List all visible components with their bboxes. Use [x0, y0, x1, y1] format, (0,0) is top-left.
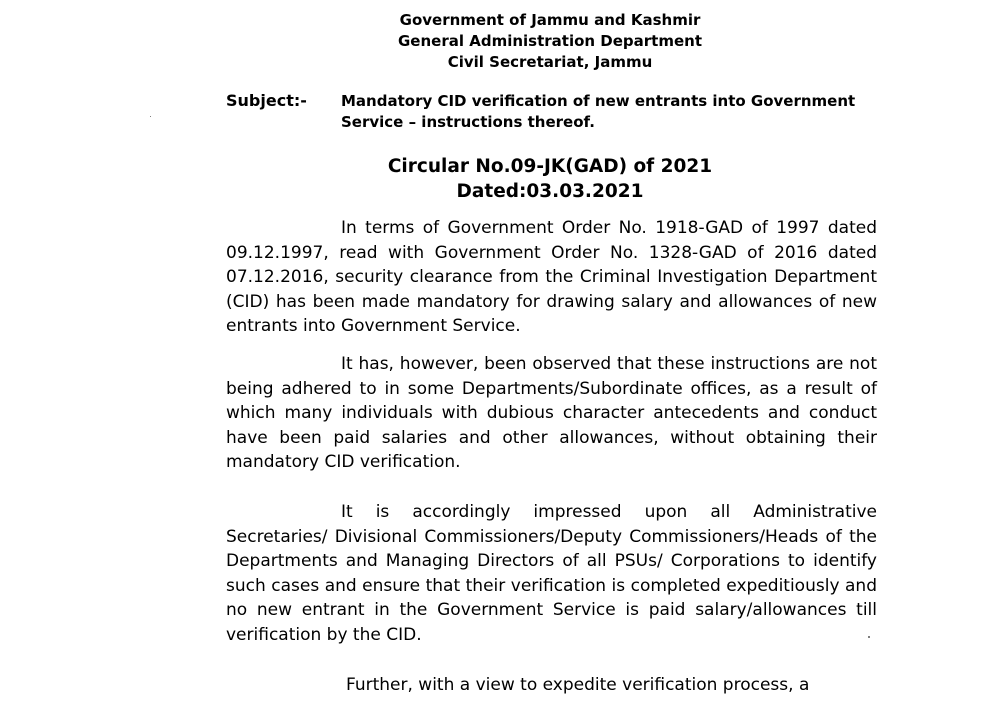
circular-date: Dated:03.03.2021 [456, 181, 644, 202]
letterhead [330, 10, 770, 73]
scan-speck [150, 116, 151, 117]
scan-speck [868, 636, 870, 638]
header-government: Government of Jammu and Kashmir [399, 11, 701, 29]
body-paragraph-3: It is accordingly impressed upon all Administrative Secretaries/ Divisional Commissioners/Deputy Commissioners/Heads of the Departments and Managing Directors of all PSUs/ Corporations to identify such cases and ensure that their verification is completed expeditiously and no new entrant in the Government Service is paid salary/allowances till verification by the CID. [226, 502, 877, 645]
subject-text: Mandatory CID verification of new entrants into Government Service – instructions thereof. [341, 92, 856, 131]
header-secretariat: Civil Secretariat, Jammu [447, 53, 653, 71]
body-paragraph-2: It has, however, been observed that these instructions are not being adhered to in some Departments/Subordinate offices, as a result of which many individuals with dubious character antecedents and conduct have been paid salaries and other allowances, without obtaining their mandatory CID verification. [226, 354, 877, 473]
body-paragraph-1: In terms of Government Order No. 1918-GAD of 1997 dated 09.12.1997, read with Government Order No. 1328-GAD of 2016 dated 07.12.2016, security clearance from the Criminal Investigation Department (CID) has been made mandatory for drawing salary and allowances of new entrants into Government Service. [226, 218, 877, 337]
header-department: General Administration Department [398, 32, 702, 50]
subject-label: Subject:- [226, 91, 307, 110]
circular-heading [300, 154, 800, 204]
circular-number: Circular No.09-JK(GAD) of 2021 [387, 156, 713, 177]
body-paragraph-4: Further, with a view to expedite verification process, a [346, 675, 810, 695]
